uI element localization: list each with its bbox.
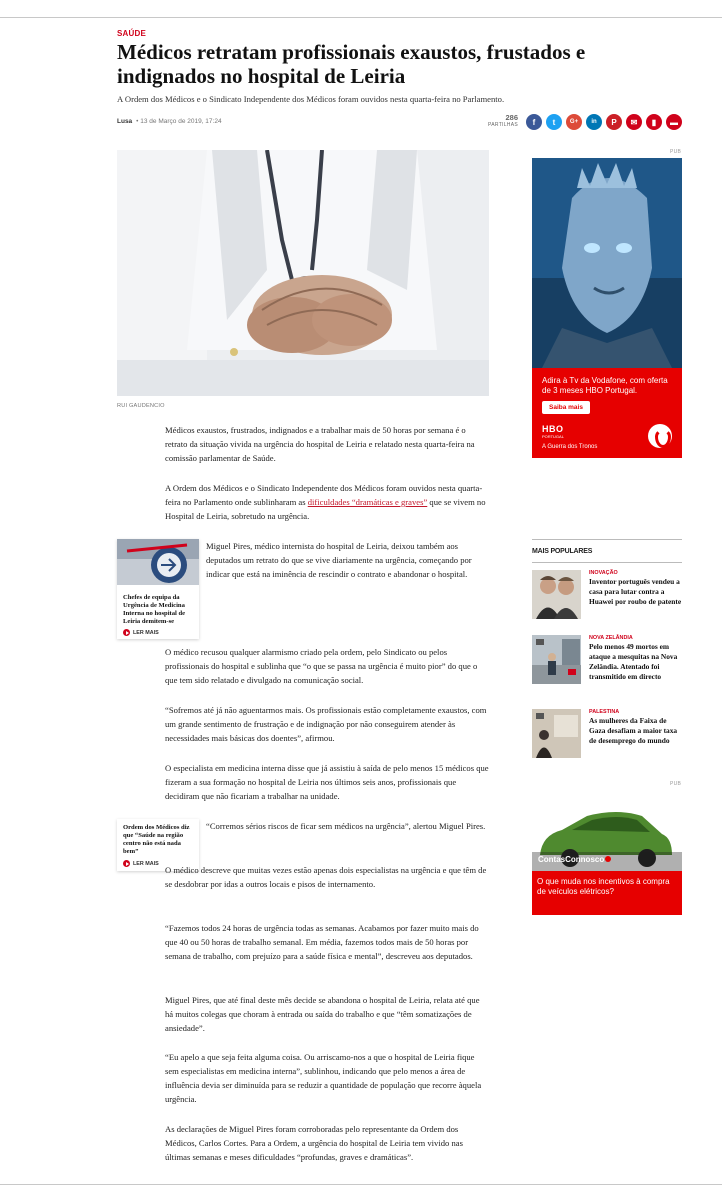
share-count: 286 [505,113,518,122]
paragraph-1: Médicos exaustos, frustrados, indignados e a trabalhar mais de 50 horas por semana é o retrato da situação vivida na urgência do hospital de Leiria e relatado nesta quarta-feira na comissão parlamentar de Saúde. [165,425,475,463]
facebook-icon[interactable]: f [526,114,542,130]
bookmark-icon[interactable]: ▮ [646,114,662,130]
related-article-title-2[interactable]: Ordem dos Médicos diz que “Saúde na região centro não está nada bem” [123,824,190,855]
ad-offer-text: Adira à Tv da Vodafone, com oferta de 3 meses HBO Portugal. [542,376,668,395]
byline-separator: • [136,118,139,125]
popular-thumb-1 [532,570,581,619]
popular-category-1[interactable]: INOVAÇÃO [589,570,618,576]
play-circle-icon [123,629,130,636]
most-popular-title: MAIS POPULARES [532,547,593,556]
divider [532,562,682,563]
popular-thumb-3 [532,709,581,758]
read-more-label-2: LER MAIS [133,860,159,867]
hbo-logo-subtitle: PORTUGAL [542,434,564,439]
popular-title-3[interactable]: As mulheres da Faixa de Gaza desafiam a maior taxa de desemprego do mundo [589,716,678,745]
contas-connosco-logo-text: ContasConnosco [538,855,605,864]
paragraph-5: “Sofremos até já não aguentarmos mais. Os profissionais estão completamente exaustos, com um grande sentimento de frustração e de indignação por não conseguirem atender às necessidades mais básicas dos doentes”, afirmou. [165,705,487,743]
paragraph-2-text-b: que se vivem no Hospital de Leiria, sobretudo na urgência. [165,497,486,521]
read-more-label-1: LER MAIS [133,629,159,636]
top-bar [0,0,722,18]
divider [532,539,682,540]
gaza-photo [532,709,581,758]
ad-show-title: A Guerra dos Tronos [542,444,598,450]
email-icon[interactable]: ✉ [626,114,642,130]
read-more-link-1[interactable] [117,629,199,636]
popular-category-3[interactable]: PALESTINA [589,709,620,715]
linkedin-icon[interactable]: in [586,114,602,130]
article-headline: Médicos retratam profissionais exaustos, frustados e indignados no hospital de Leiria [117,40,586,88]
paragraph-2-text-a: A Ordem dos Médicos e o Sindicato Independente dos Médicos foram ouvidos nesta quarta-feira no Parlamento onde sublinharam as [165,483,483,507]
twitter-icon[interactable]: t [546,114,562,130]
pinterest-icon[interactable]: P [606,114,622,130]
section-label[interactable]: SAÚDE [117,29,147,38]
new-zealand-photo [532,635,581,684]
doctor-hands-photo [117,150,489,396]
related-article-title-1[interactable]: Chefes de equipa da Urgência de Medicina Interna no hospital de Leiria demitem-se [123,594,186,625]
popular-title-2[interactable]: Pelo menos 49 mortos em ataque a mesquitas na Nova Zelândia. Atentado foi transmitido em directo [589,642,678,681]
learn-more-button[interactable]: Saiba mais [542,401,590,414]
hbo-logo: HBO [542,424,564,434]
play-circle-icon [123,860,130,867]
related-article-thumb-1 [117,539,199,585]
difficulties-link[interactable]: dificuldades “dramáticas e graves” [307,497,428,507]
related-article-card-1[interactable] [117,539,199,639]
image-credit: RUI GAUDENCIO [117,403,165,409]
share-counter [478,114,518,128]
ad2-headline[interactable]: O que muda nos incentivos à compra de veículos elétricos? [532,871,682,915]
popular-thumb-2 [532,635,581,684]
paragraph-11: “Eu apelo a que seja feita alguma coisa. Ou arriscamo-nos a que o hospital de Leiria fique sem especialistas em medicina interna”, sublinhou, indicando que pelo menos a área de influência devia ser diminuída para se reduzir a quantidade de população que recorre àquela urgência. [165,1052,482,1104]
social-share-bar [526,114,682,130]
paragraph-4: O médico recusou qualquer alarmismo criado pela ordem, pelo Sindicato ou pelos profissionais do hospital e sublinha que “o que se passa na urgência é muito pior” do que o que tem sido relatado e divulgado na comunicação social. [165,647,478,685]
comment-icon[interactable]: ▬ [666,114,682,130]
popular-category-2[interactable]: NOVA ZELÂNDIA [589,635,633,641]
ad-label-2: PUB [670,781,682,787]
ad-label-1: PUB [670,149,682,155]
article-lead: A Ordem dos Médicos e o Sindicato Independente dos Médicos foram ouvidos nesta quarta-feira no Parlamento. [117,94,505,104]
vodafone-logo-icon [648,424,672,448]
contas-connosco-logo [538,855,611,864]
author-name[interactable]: Lusa [117,118,133,125]
google-plus-icon[interactable]: G+ [566,114,582,130]
byline [117,118,222,125]
vodafone-hbo-ad[interactable] [532,158,682,458]
share-label: PARTILHAS [487,122,518,128]
paragraph-2 [165,481,489,523]
paragraph-10: Miguel Pires, que até final deste mês decide se abandona o hospital de Leiria, relata até que há muitos colegas que choram à entrada ou saída do trabalho e que “têm somatizações de ansiedade”. [165,995,480,1033]
popular-title-1[interactable]: Inventor português vendeu a casa para lutar contra a Huawei por roubo de patente [589,577,682,606]
inventor-photo [532,570,581,619]
hero-image [117,150,489,396]
night-king-ad-image [532,158,682,368]
contas-connosco-ad[interactable] [532,800,682,915]
logo-dot-icon [605,856,611,862]
paragraph-7: “Corremos sérios riscos de ficar sem médicos na urgência”, alertou Miguel Pires. [206,821,486,831]
paragraph-12: As declarações de Miguel Pires foram corroboradas pelo representante da Ordem dos Médicos, Carlos Cortes. Para a Ordem, a urgência do hospital de Leiria tem vivido nas últimas semanas e meses dificuldades “profundas, graves e dramáticas”. [165,1124,463,1162]
publish-date: 13 de Março de 2019, 17:24 [140,118,222,125]
paragraph-8: O médico descreve que muitas vezes estão apenas dois especialistas na urgência e que têm de se desdobrar por idas a outros locais e pisos de internamento. [165,865,487,889]
paragraph-3: Miguel Pires, médico internista do hospital de Leiria, deixou também aos deputados um retrato do que se vive diariamente na urgência, começando por indicar que está na iminência de rescindir o contrato e abandonar o hospital. [206,541,472,579]
ad-red-panel [532,368,682,458]
paragraph-9: “Fazemos todos 24 horas de urgência todas as semanas. Acabamos por fazer muito mais do que 40 ou 50 horas de trabalho semanal. Em média, fazemos todos mais de 50 horas por semana de trabalho, com prejuízo para a saúde física e mental”, descreveu aos deputados. [165,923,479,961]
paragraph-6: O especialista em medicina interna disse que já assistiu à saída de pelo menos 15 médicos que fizeram a sua formação no hospital de Leiria nos últimos seis anos, profissionais que decidiram que não ficariam a trabalhar na unidade. [165,763,489,801]
